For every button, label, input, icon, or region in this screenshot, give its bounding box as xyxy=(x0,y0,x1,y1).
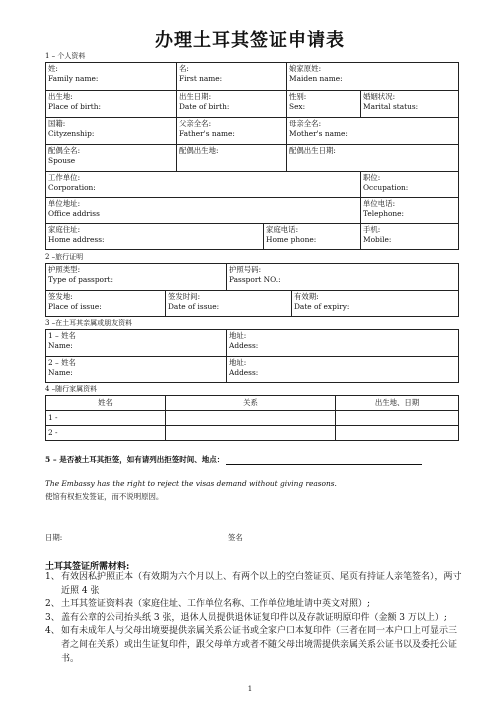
first-name-field[interactable]: 名: First name: xyxy=(176,63,286,90)
corporation-field[interactable]: 工作单位: Corporation: xyxy=(48,173,96,192)
occupation-field[interactable]: 职位: Occupation: xyxy=(360,172,458,197)
signature-label: 签名 xyxy=(228,533,243,542)
section-2-label: 2 –旅行证明 xyxy=(45,253,84,261)
place-of-issue-field[interactable]: 签发地: Place of issue: xyxy=(48,292,102,311)
home-phone-field[interactable]: 家庭电话: Home phone: xyxy=(263,224,360,249)
requirements-list xyxy=(45,571,465,666)
refusal-answer-line[interactable] xyxy=(226,457,422,465)
contact-1-address-field[interactable]: 地址: Addess: xyxy=(226,330,458,356)
contact-1-name-field[interactable]: 1 – 姓名 Name: xyxy=(48,331,76,350)
list-item xyxy=(45,625,465,666)
table-row xyxy=(46,330,458,356)
table-row xyxy=(46,144,458,171)
list-item-text: 如有未成年人与父母出境要提供亲属关系公证书或全家户口本复印件（三者在同一本户口上可显示三者之间在关系）或出生证复印件，跟父母单方或者不随父母出境需提供亲属关系公证书以及委托公证书。 xyxy=(61,626,458,664)
personal-info-table xyxy=(45,62,459,250)
passport-number-field[interactable]: 护照号码: Passport NO.: xyxy=(226,264,458,290)
table-row xyxy=(46,410,458,425)
sex-field[interactable]: 性别: Sex: xyxy=(286,91,360,117)
refusal-label: 5 – 是否被土耳其拒签，如有请列出拒签时间、地点： xyxy=(45,455,225,464)
table-row xyxy=(46,290,458,316)
table-row xyxy=(46,63,458,90)
list-item xyxy=(45,598,465,612)
list-item-number: 1、 xyxy=(45,572,60,582)
office-address-field[interactable]: 单位地址: Office addriss xyxy=(48,199,100,218)
passport-type-field[interactable]: 护照类型: Type of passport: xyxy=(48,265,113,284)
place-of-birth-field[interactable]: 出生地: Place of birth: xyxy=(48,92,101,111)
list-item-text: 有效因私护照正本（有效期为六个月以上、有两个以上的空白签证页、尾页有持证人亲笔签名），两寸近照 4 张 xyxy=(61,572,462,596)
spouse-birthplace-field[interactable]: 配偶出生地: xyxy=(176,145,286,171)
column-header-relation: 关系 xyxy=(165,396,335,410)
section-4-label: 4 –随行家属资料 xyxy=(45,385,98,393)
requirements-title: 土耳其签证所需材料: xyxy=(45,562,130,572)
form-title: 办理土耳其签证申请表 xyxy=(155,30,345,51)
date-label: 日期: xyxy=(45,533,63,542)
citizenship-field[interactable]: 国籍: Cityzenship: xyxy=(48,119,95,138)
father-name-field[interactable]: 父亲全名: Father's name: xyxy=(176,118,286,144)
list-item-number: 4、 xyxy=(45,626,60,637)
table-header-row xyxy=(46,396,458,410)
contacts-table xyxy=(45,329,459,383)
date-of-birth-field[interactable]: 出生日期: Date of birth: xyxy=(176,91,286,117)
list-item-text: 土耳其签证资料表（家庭住址、工作单位名称、工作单位地址请中英文对照）; xyxy=(61,599,371,610)
table-row xyxy=(46,264,458,290)
member-2-birth-field[interactable] xyxy=(335,426,458,440)
embassy-note-en: The Embassy has the right to reject the visas demand without giving reasons. xyxy=(45,479,337,488)
marital-status-field[interactable]: 婚姻状况: Marital status: xyxy=(360,91,458,117)
list-item xyxy=(45,612,465,626)
date-of-expiry-field[interactable]: 有效期: Date of expiry: xyxy=(291,291,458,316)
table-row xyxy=(46,356,458,382)
family-members-table xyxy=(45,395,459,441)
column-header-name: 姓名 xyxy=(98,398,113,407)
section-3-label: 3 –在土耳其亲属或朋友资料 xyxy=(45,319,133,327)
list-item-text: 盖有公章的公司抬头纸 3 张，退休人员提供退休证复印件以及存款证明原印件（金额 3 万以上）; xyxy=(61,612,447,623)
mobile-field[interactable]: 手机: Mobile: xyxy=(360,224,458,249)
list-item-number: 3、 xyxy=(45,612,60,623)
mother-name-field[interactable]: 母亲全名: Mother's name: xyxy=(286,118,458,144)
family-name-field[interactable]: 姓: Family name: xyxy=(48,64,99,83)
member-2-relation-field[interactable] xyxy=(165,426,335,440)
home-address-field[interactable]: 家庭住址: Home address: xyxy=(48,225,105,244)
table-row xyxy=(46,197,458,223)
spouse-birthdate-field[interactable]: 配偶出生日期: xyxy=(286,145,458,171)
table-row xyxy=(46,90,458,117)
table-row xyxy=(46,223,458,249)
page-number: 1 xyxy=(247,685,253,693)
maiden-name-field[interactable]: 娘家原姓: Maiden name: xyxy=(286,63,458,90)
list-item xyxy=(45,571,465,598)
travel-document-table xyxy=(45,263,459,317)
member-1-birth-field[interactable] xyxy=(335,411,458,425)
column-header-birth: 出生地、日期 xyxy=(335,396,458,410)
table-row xyxy=(46,171,458,197)
telephone-field[interactable]: 单位电话: Telephone: xyxy=(360,198,458,223)
refusal-question xyxy=(45,454,422,465)
member-2-name-field[interactable]: 2 - xyxy=(48,428,58,437)
contact-2-address-field[interactable]: 地址: Addess: xyxy=(226,357,458,382)
member-1-name-field[interactable]: 1 - xyxy=(48,413,58,422)
section-1-label: 1 – 个人资料 xyxy=(45,52,86,60)
member-1-relation-field[interactable] xyxy=(165,411,335,425)
table-row xyxy=(46,117,458,144)
embassy-note-zh: 使馆有权拒发签证，而不说明原因。 xyxy=(45,492,164,501)
date-of-issue-field[interactable]: 签发时间: Date of issue: xyxy=(165,291,291,316)
contact-2-name-field[interactable]: 2 – 姓名 Name: xyxy=(48,358,76,377)
table-row xyxy=(46,425,458,440)
spouse-name-field[interactable]: 配偶全名: Spouse xyxy=(48,146,81,165)
list-item-number: 2、 xyxy=(45,599,60,610)
